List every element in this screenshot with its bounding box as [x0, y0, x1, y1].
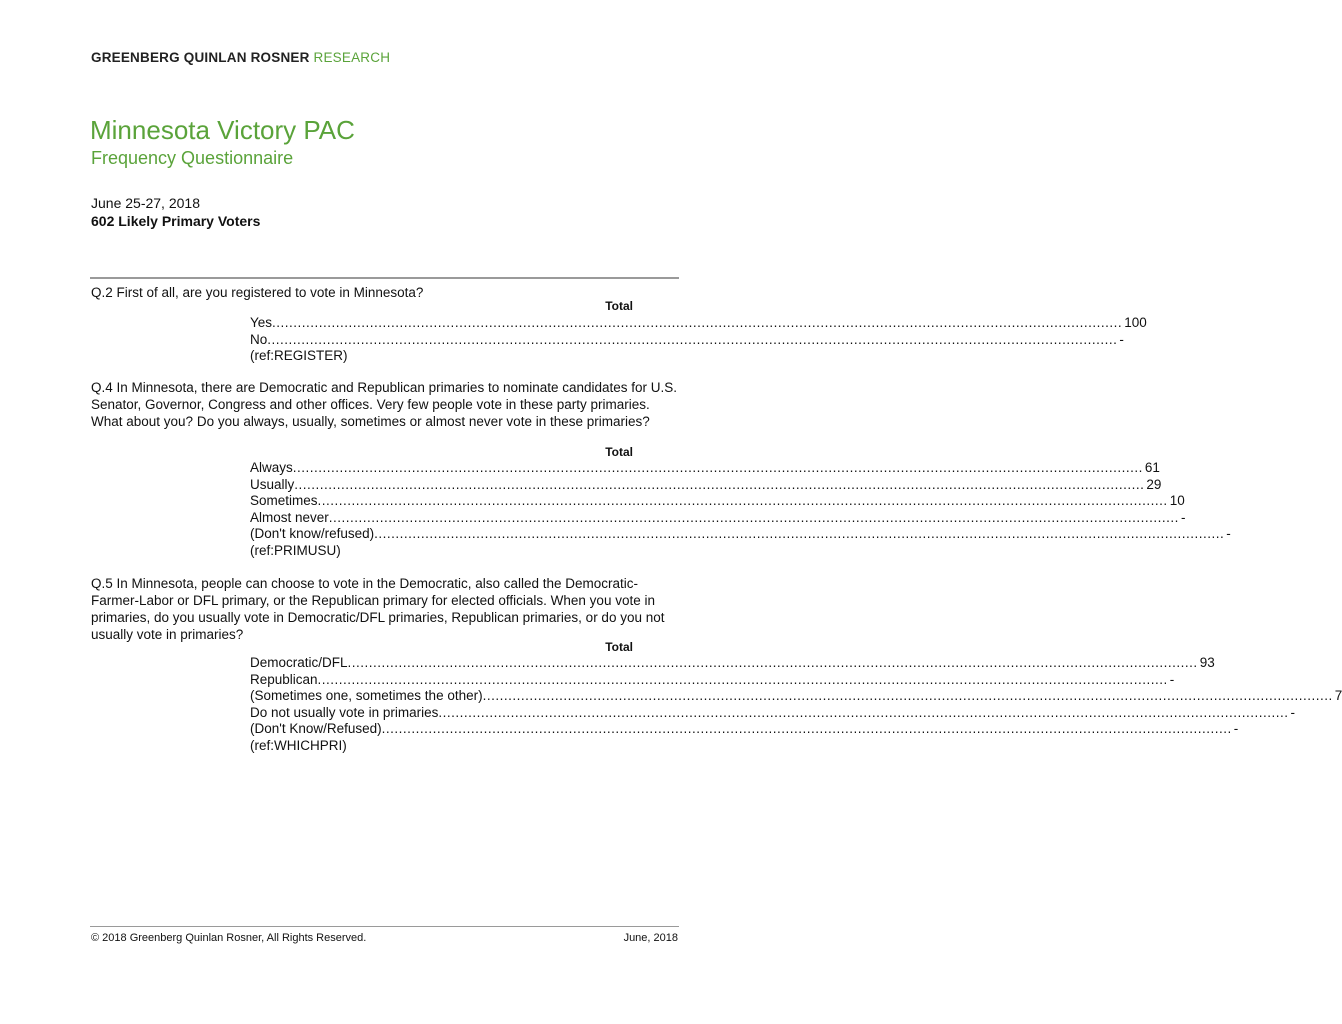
- header-divider: [90, 277, 679, 279]
- footer-date: June, 2018: [623, 932, 678, 944]
- response-value: 29: [1146, 476, 1162, 492]
- response-label: Do not usually vote in primaries: [250, 704, 439, 720]
- response-label: Usually: [250, 476, 295, 492]
- dot-leader: ........................................................................................................................................................................................................: [438, 704, 1289, 720]
- response-label: (Don't know/refused): [250, 526, 375, 541]
- response-value: -: [1233, 721, 1239, 736]
- response-row: [250, 331, 1124, 349]
- response-row: [250, 704, 1295, 722]
- response-row: [250, 671, 1175, 689]
- dot-leader: ........................................................................................................................................................................................................: [374, 526, 1225, 541]
- logo-accent-text: RESEARCH: [313, 50, 391, 65]
- response-label: No: [250, 331, 268, 347]
- response-label: Republican: [250, 671, 318, 687]
- report-subtitle: Frequency Questionnaire: [91, 148, 294, 168]
- response-label: Always: [250, 460, 293, 475]
- total-column-header: Total: [605, 299, 633, 313]
- report-title: Minnesota Victory PAC: [90, 115, 355, 145]
- response-row: [250, 526, 1231, 543]
- question-text-q4: Q.4 In Minnesota, there are Democratic and Republican primaries to nominate candidates for U.S. Senator, Governor, Congress and other offices. Very few people vote in these party primaries. What about you? Do you always, usually, sometimes or almost never vote in these primaries?: [91, 380, 678, 429]
- question-text-q2: Q.2 First of all, are you registered to vote in Minnesota?: [91, 285, 424, 300]
- response-value: 93: [1199, 655, 1215, 670]
- response-value: 10: [1169, 493, 1185, 508]
- dot-leader: ........................................................................................................................................................................................................: [267, 331, 1118, 347]
- response-row: [250, 476, 1162, 494]
- footer-copyright: © 2018 Greenberg Quinlan Rosner, All Rights Reserved.: [91, 932, 367, 944]
- response-row: [250, 509, 1186, 527]
- response-value: 7: [1334, 688, 1342, 703]
- variable-reference: (ref:PRIMUSU): [250, 542, 341, 558]
- response-label: Yes: [250, 315, 273, 330]
- response-list-q2: [250, 315, 1147, 365]
- response-value: -: [1180, 509, 1186, 525]
- dot-leader: ........................................................................................................................................................................................................: [292, 460, 1143, 475]
- response-label: (Sometimes one, sometimes the other): [250, 688, 483, 703]
- dot-leader: ........................................................................................................................................................................................................: [317, 493, 1168, 508]
- dot-leader: ........................................................................................................................................................................................................: [347, 655, 1198, 670]
- response-label: Democratic/DFL: [250, 655, 348, 670]
- footer-divider: [90, 926, 679, 927]
- question-text-q5: Q.5 In Minnesota, people can choose to vote in the Democratic, also called the Democratic-Farmer-Labor or DFL primary, or the Republican primary for elected officials. When you vote in primaries, do you usually vote in Democratic/DFL primaries, Republican primaries, or do you not usually vote in primaries?: [91, 576, 665, 642]
- total-column-header: Total: [605, 640, 633, 654]
- response-value: 100: [1124, 315, 1147, 330]
- response-row: [250, 688, 1342, 705]
- response-row: [250, 315, 1147, 332]
- response-label: (Don't Know/Refused): [250, 721, 382, 736]
- report-sample: 602 Likely Primary Voters: [91, 213, 261, 229]
- company-logo: [91, 50, 390, 65]
- response-list-q5: [250, 655, 1342, 754]
- response-value: -: [1290, 704, 1295, 720]
- dot-leader: ........................................................................................................................................................................................................: [294, 476, 1145, 492]
- dot-leader: ........................................................................................................................................................................................................: [328, 509, 1179, 525]
- response-value: -: [1119, 331, 1124, 347]
- response-row: [250, 655, 1215, 672]
- response-value: -: [1169, 671, 1175, 687]
- response-row: [250, 721, 1239, 738]
- response-list-q4: [250, 460, 1231, 559]
- response-value: -: [1226, 526, 1231, 541]
- response-label: Almost never: [250, 509, 329, 525]
- response-row: [250, 460, 1160, 477]
- dot-leader: ........................................................................................................................................................................................................: [482, 688, 1333, 703]
- response-label: Sometimes: [250, 493, 318, 508]
- total-column-header: Total: [605, 445, 633, 459]
- variable-reference: (ref:WHICHPRI): [250, 737, 347, 753]
- dot-leader: ........................................................................................................................................................................................................: [381, 721, 1232, 736]
- response-value: 61: [1144, 460, 1160, 475]
- dot-leader: ........................................................................................................................................................................................................: [272, 315, 1123, 330]
- report-date: June 25-27, 2018: [91, 195, 200, 211]
- response-row: [250, 493, 1185, 510]
- dot-leader: ........................................................................................................................................................................................................: [317, 671, 1168, 687]
- logo-main-text: GREENBERG QUINLAN ROSNER: [91, 50, 310, 65]
- variable-reference: (ref:REGISTER): [250, 348, 348, 363]
